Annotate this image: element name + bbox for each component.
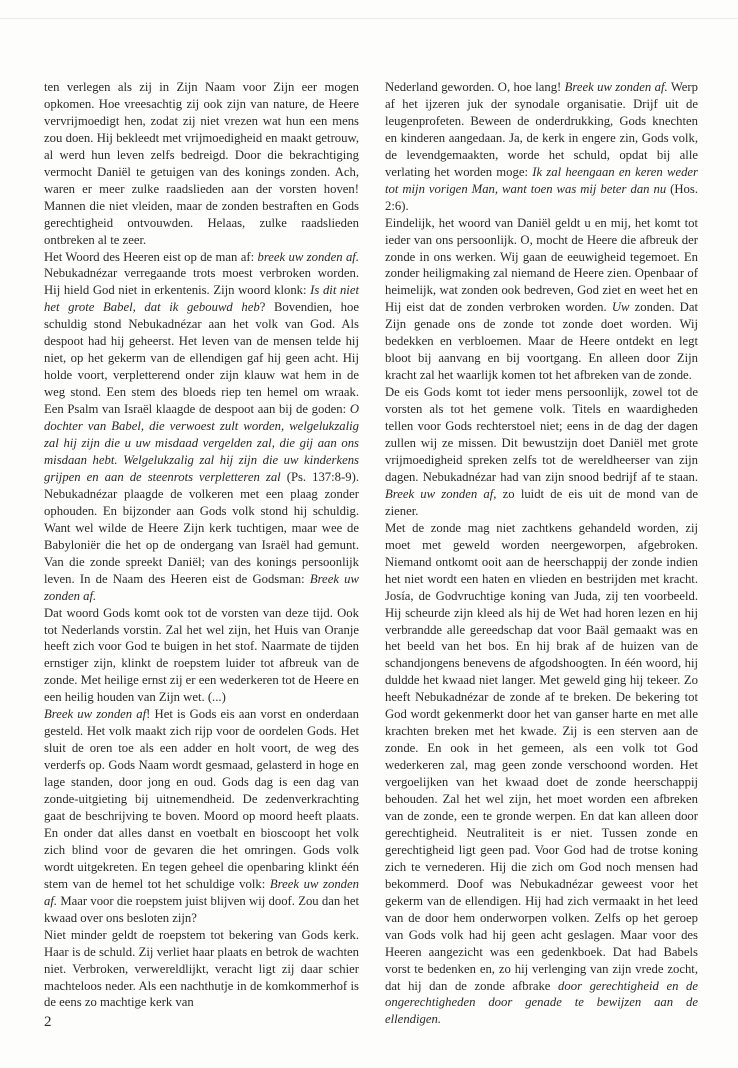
text-segment: , zo luidt de eis uit de mond van de ziener.: [385, 486, 699, 518]
text-segment: Werp af het ijzeren juk der synodale organisatie. Drijf uit de leugenprofeten. Beween de onderdrukking, Gods knechten en kinderen aangedaan. Ja, de kerk in engere zin, Gods volk, de levendgemaakten, worde het schuld, opdat bij alle verlating het worden moge:: [385, 80, 698, 179]
right-column: [385, 79, 698, 1028]
italic-segment: Breek uw zonden af.: [564, 80, 668, 94]
italic-segment: Breek uw zonden af: [44, 707, 147, 722]
left-column-paragraph: [44, 79, 359, 249]
text-segment: ? Bovendien, hoe schuldig stond Nebukadnézar aan het volk van God. Als despoot had hij geheerst. Het leven van de mensen telde hij niet, op het gekerm van de ellendigen gaf hij geen acht. Hij holde voort, verpletterend onder zijn klauw wat hem in de weg stond. Een stem des bloeds riep ten hemel om wraak. Een Psalm van Israël klaagde de despoot aan bij de goden:: [44, 300, 360, 417]
text-segment: Nebukadnézar verregaande trots moest verbroken worden. Hij hield God niet in erkentenis. Zijn woord klonk:: [44, 266, 359, 298]
left-column-paragraph: [44, 249, 359, 605]
italic-segment: Breek uw zonden af.: [44, 876, 359, 908]
text-segment: (Hos. 2:6).: [385, 181, 698, 213]
italic-segment: Is dit niet het grote Babel, dat ik gebouwd heb: [44, 283, 359, 315]
page-number: 2: [44, 1014, 52, 1030]
italic-segment: breek uw zonden af.: [257, 249, 359, 264]
text-segment: zonden. Dat Zijn genade ons de zonde tot zonde doet worden. Wij bedekken en verbloemen. Maar de Heere ontdekt en legt bloot bij aanvang en bij voortgang. En alleen door Zijn kracht zal het waarlijk komen tot het afbreken van de zonde.: [385, 300, 698, 383]
text-segment: ten verlegen als zij in Zijn Naam voor Zijn eer mogen opkomen. Hoe vreesachtig zij ook zijn van nature, de Heere vervrijmoedigt hen, zodat zij niet vrezen wat hun een mens zou doen. Hij bekleedt met vrijmoedigheid en maakt getrouw, al werd hun leven zelfs bedreigd. Door die bekrachtiging vermocht Daniël te getuigen van des konings zonden. Ach, waren er meer zulke raadslieden aan der vorsten hoven! Mannen die niet vleiden, maar de zonden bestraften en Gods gerechtigheid ontvouwden. Helaas, zulke raadslieden ontbreken al te zeer.: [44, 80, 359, 247]
italic-segment: Uw: [611, 300, 630, 315]
text-segment: Niet minder geldt de roepstem tot bekering van Gods kerk. Haar is de schuld. Zij verliet haar plaats en betrok de wachten niet. Verbroken, verwereldlijkt, veracht ligt zij daar schier machteloos neder. Als een nachthutje in de komkommerhof is de eens zo machtige kerk van: [44, 927, 359, 1010]
left-column-paragraph: [44, 605, 359, 707]
italic-segment: door gerechtigheid en de ongerechtigheden door genade te bewijzen aan de ellendigen.: [385, 978, 698, 1027]
page-edge-line: [0, 18, 738, 19]
italic-segment: O dochter van Babel, die verwoest zult worden, welgelukzalig zal hij zijn die u uw misdaad vergelden zal, die gij aan ons misdaan hebt. Welgelukzalig zal hij zijn die uw kinderkens grijpen en aan de steenrots verpletteren zal: [44, 402, 359, 484]
italic-segment: Breek uw zonden af.: [44, 571, 359, 603]
right-column-paragraph: [385, 520, 698, 1029]
text-segment: Maar voor die roepstem juist blijven wij doof. Zou dan het kwaad over ons besloten zijn?: [44, 893, 359, 925]
italic-segment: Breek uw zonden af: [385, 486, 494, 501]
text-segment: De eis Gods komt tot ieder mens persoonlijk, zowel tot de vorsten als tot het gemene volk. Titels en waardigheden tellen voor Gods rechterstoel niet; eens in de dag der dagen zullen wij ze missen. Dit bewustzijn doet Daniël met grote vrijmoedigheid spreken zelfs tot de wereldheerser van zijn dagen. Nebukadnézar had van zijn snood bedrijf af te staan.: [385, 385, 698, 484]
right-column-paragraph: [385, 79, 698, 215]
text-segment: Het Woord des Heeren eist op de man af:: [44, 249, 258, 264]
left-column-paragraph: [44, 706, 359, 926]
text-segment: Met de zonde mag niet zachtkens gehandeld worden, zij moet met geweld worden neergeworpen, afgebroken. Niemand ontkomt ooit aan de heerschappij der zonde indien het niet wordt een haten en vlieden en bestrijden met kracht. Josía, de Godvruchtige koning van Juda, zij ten voorbeeld. Hij scheurde zijn kleed als hij de Wet had horen lezen en hij verbrandde alle gereedschap dat voor Baäl gemaakt was en het beeld van het bos. En hij brak af de huizen van de schandjongens benevens de afgodshoogten. In één woord, hij duldde het kwaad niet langer. Met geweld ging hij tekeer. Zo heeft Nebukadnézar de zonde af te breken. De bekering tot God wordt gekenmerkt door het van ganser harte en met alle krachten breken met het kwade. Zij is een sterven aan de zonde. En ook in het gemeen, als een volk tot God wederkeren zal, mag geen zonde verschoond worden. Het vergoelijken van het kwaad doet de zonde heerschappij behouden. Zal het wel zijn, het moet worden een afbreken van de zonde, een te gronde werpen. En dat kan alleen door gerechtigheid. Neutraliteit is er niet. Tussen zonde en gerechtigheid ligt geen pad. Voor God had de trotse koning zich te vernederen. Hij die zich om God noch mensen had bekommerd. Doof was Nebukadnézar geweest voor het gekerm van de ellendigen. Hij had zich vermaakt in het leed van de door hem onderworpen volken. Zelfs op het geroep van Gods volk had hij geen acht geslagen. Maar voor des Heeren aangezicht was een gedenkboek. Dat had Babels vorst te bedenken en, zo hij verlenging van zijn vrede zocht, dat hij dan de zonde afbrake: [385, 520, 698, 993]
italic-segment: Ik zal heengaan en keren weder tot mijn vorigen Man, want toen was mij beter dan nu: [385, 164, 698, 196]
text-segment: Eindelijk, het woord van Daniël geldt u en mij, het komt tot ieder van ons persoonlijk. O, mocht de Heere die afbreuk der zonde in ons werken. Wij gaan de eeuwigheid tegemoet. En zonder heiligmaking zal niemand de Heere zien. Openbaar of heimelijk, wat zonden ook bedreven, God ziet en weet het en Hij eist dat de zonden verbroken worden.: [385, 215, 698, 315]
text-segment: Dat woord Gods komt ook tot de vorsten van deze tijd. Ook tot Nederlands vorstin. Zal het wel zijn, het Huis van Oranje heeft zich voor God te buigen in het stof. Naarmate de tijden ernstiger zijn, klinkt de roepstem luider tot afbreuk van de zonde. Met heilige ernst zij er een wederkeren tot de Heere en een heilig houden van Zijn wet. (...): [44, 605, 359, 705]
left-column: [44, 79, 359, 1011]
right-column-paragraph: [385, 215, 698, 385]
text-segment: Nederland geworden. O, hoe lang!: [385, 80, 565, 94]
left-column-paragraph: [44, 927, 359, 1012]
right-column-paragraph: [385, 384, 698, 520]
text-segment: ! Het is Gods eis aan vorst en onderdaan gesteld. Het volk maakt zich rijp voor de oordelen Gods. Het sluit de oren toe als een adder en holt voort, de weg des verderfs op. Gods Naam wordt gesmaad, gelasterd in hoge en lage standen, door jong en oud. Gods dag is een dag van zonde-uitgieting bij uitnemendheid. De zedenverkrachting gaat de beschrijving te boven. Moord op moord heeft plaats. En onder dat alles danst en voetbalt en bioscoopt het volk zich blind voor de gevaren die het omringen. Gods volk wordt uitgekreten. En tegen geheel die openbaring klinkt één stem van de hemel tot het schuldige volk:: [44, 707, 360, 891]
text-segment: (Ps. 137:8-9). Nebukadnézar plaagde de volkeren met een plaag zonder ophouden. En bijzonder aan Gods volk stond hij schuldig. Want wel wilde de Heere Zijn kerk tuchtigen, maar wee de Babyloniër die het op de ondergang van Israël had gemunt. Van die zonde spreekt Daniël; van des konings persoonlijk leven. In de Naam des Heeren eist de Godsman:: [44, 469, 359, 586]
